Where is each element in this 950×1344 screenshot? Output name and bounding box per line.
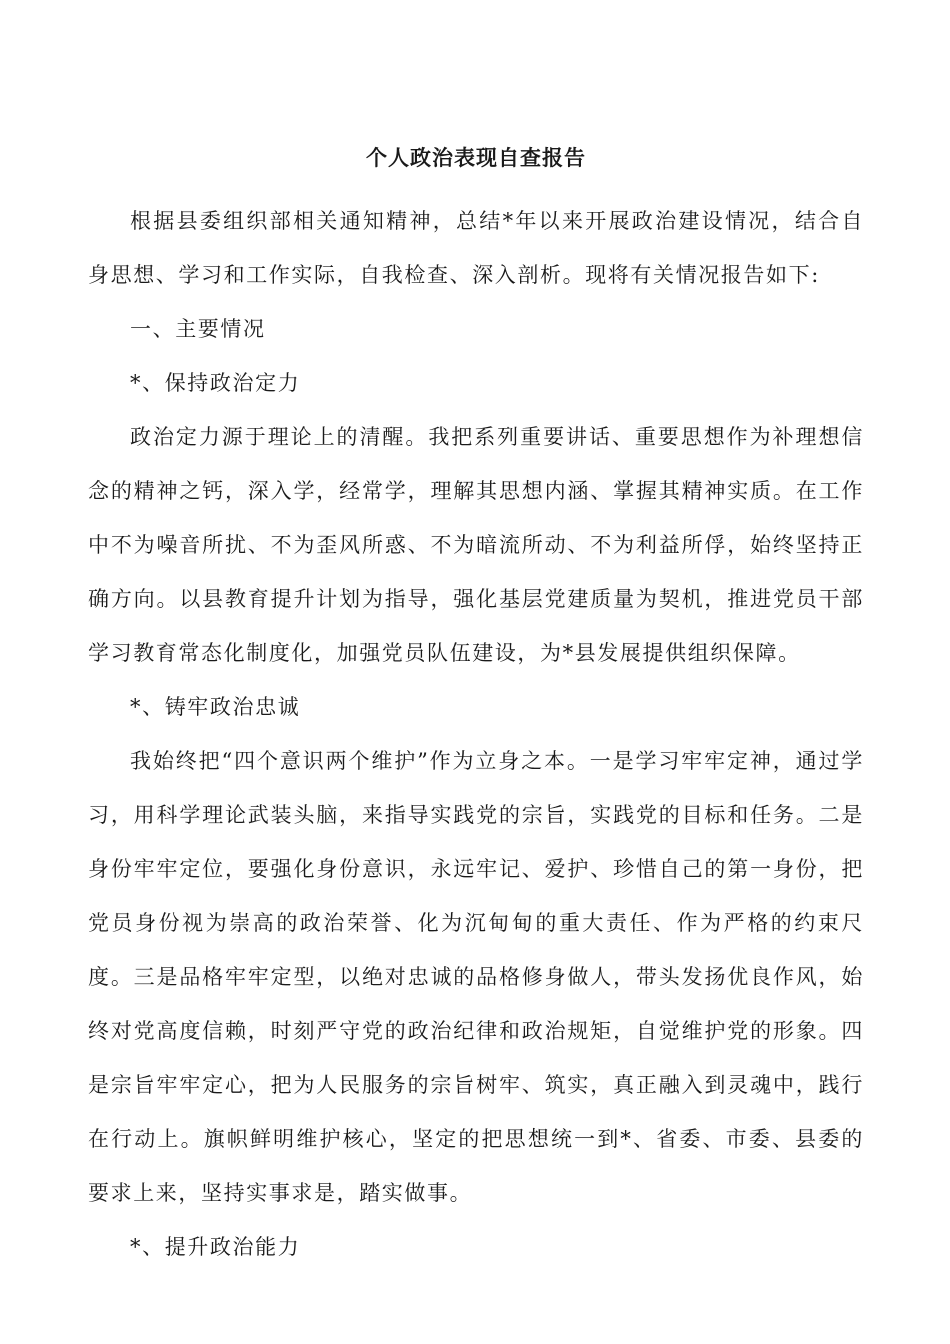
subheading-political-capability: *、提升政治能力: [130, 1235, 301, 1259]
document-body: [88, 140, 864, 1274]
paragraph-political-determination: 政治定力源于理论上的清醒。我把系列重要讲话、重要思想作为补理想信念的精神之钙，深入学，经常学，理解其思想内涵、掌握其精神实质。在工作中不为噪音所扰、不为歪风所惑、不为暗流所动、不为利益所俘，始终坚持正确方向。以县教育提升计划为指导，强化基层党建质量为契机，推进党员干部学习教育常态化制度化，加强党员队伍建设，为*县发展提供组织保障。: [88, 425, 864, 665]
subheading-political-determination: *、保持政治定力: [130, 371, 301, 395]
subheading-political-loyalty: *、铸牢政治忠诚: [130, 695, 301, 719]
paragraph-political-loyalty: 我始终把“四个意识两个维护”作为立身之本。一是学习牢牢定神，通过学习，用科学理论武装头脑，来指导实践党的宗旨，实践党的目标和任务。二是身份牢牢定位，要强化身份意识，永远牢记、爱护、珍惜自己的第一身份，把党员身份视为崇高的政治荣誉、化为沉甸甸的重大责任、作为严格的约束尺度。三是品格牢牢定型，以绝对忠诚的品格修身做人，带头发扬优良作风，始终对党高度信赖，时刻严守党的政治纪律和政治规矩，自觉维护党的形象。四是宗旨牢牢定心，把为人民服务的宗旨树牢、筑实，真正融入到灵魂中，践行在行动上。旗帜鲜明维护核心，坚定的把思想统一到*、省委、市委、县委的要求上来，坚持实事求是，踏实做事。: [88, 749, 864, 1205]
section-heading-main-situation: 一、主要情况: [130, 317, 266, 341]
document-title: 个人政治表现自查报告: [366, 145, 586, 170]
intro-paragraph: 根据县委组织部相关通知精神，总结*年以来开展政治建设情况，结合自身思想、学习和工作实际，自我检查、深入剖析。现将有关情况报告如下:: [88, 209, 864, 287]
